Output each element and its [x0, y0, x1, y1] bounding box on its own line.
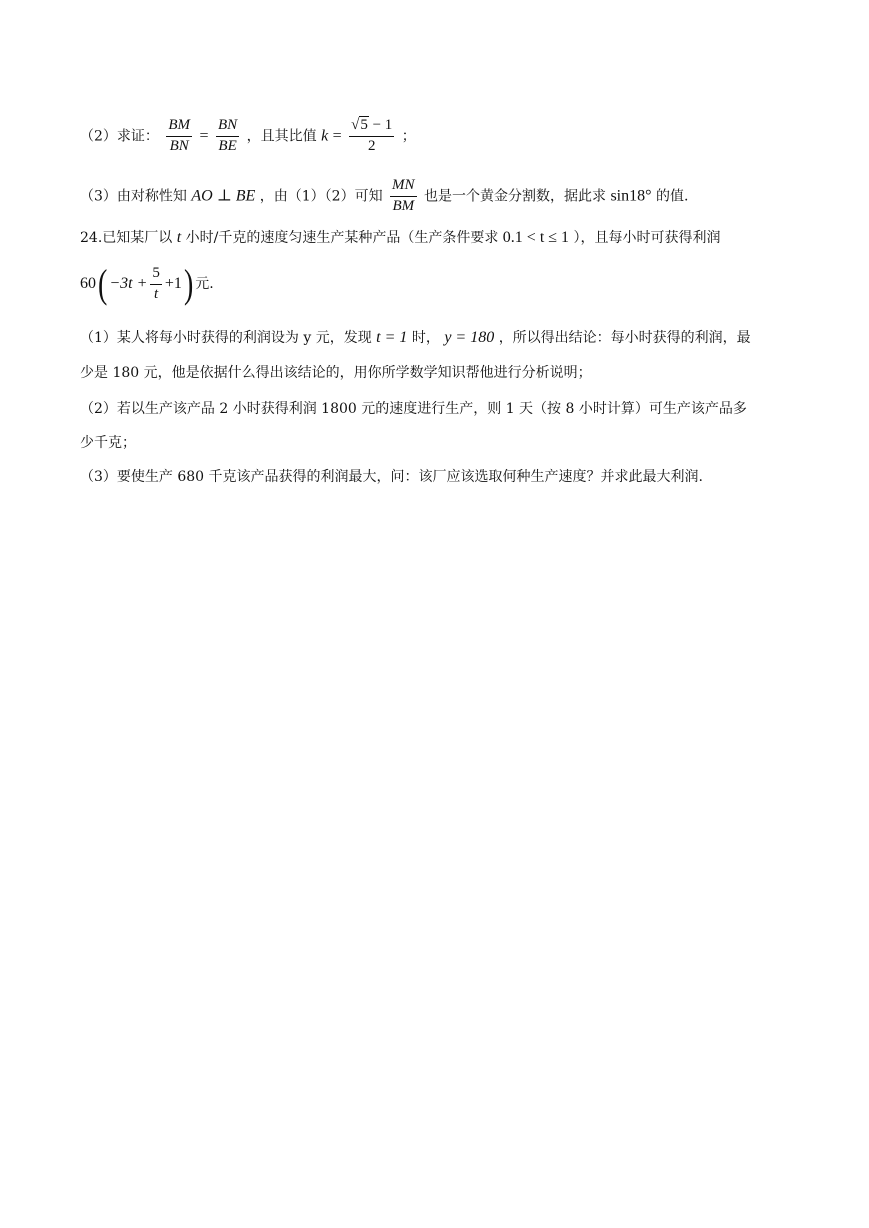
fraction-5-over-t: $\frac{5}{t}$ — [152, 264, 160, 302]
q23-part3-lead: （3）由对称性知 — [80, 188, 187, 205]
fraction-bn-be: $\frac{BN}{BE}$ — [217, 117, 238, 154]
q24-part2-line2: 少千克； — [80, 435, 136, 451]
k-variable: k — [321, 127, 329, 145]
fraction-bm-bn: $\frac{BM}{BN}$ — [168, 117, 191, 154]
sin18-expression: sin18° — [610, 187, 652, 205]
q24-part1-line2: 少是 180 元，他是依据什么得出该结论的，用你所学数学知识帮他进行分析说明； — [80, 365, 592, 381]
sqrt-symbol: √5 — [351, 117, 368, 133]
q24-part3-line: （3）要使生产 680 千克该产品获得的利润最大，问：该厂应该选取何种生产速度？并求此最大利润. — [80, 469, 703, 485]
q23-part2-lead: （2）求证： — [80, 128, 159, 145]
q24-part2-line1: （2）若以生产该产品 2 小时获得利润 1800 元的速度进行生产，则 1 天（按 8 小时计算）可生产该产品多 — [80, 401, 747, 417]
q23-part2-line: （2）求证： $\frac{BM}{BN}$ = $\frac{BN}{BE}$ ，且其比值 k = $\frac{√5 - 1}{2}$ ； — [80, 117, 416, 154]
q24-profit-formula: 60( −3t + $\frac{5}{t}$ +1) 元. — [80, 261, 214, 306]
right-paren: ) — [183, 261, 194, 306]
left-paren: ( — [97, 261, 108, 306]
production-condition: 0.1 < t ≤ 1 — [502, 229, 570, 246]
q23-part3-line: （3）由对称性知 AO ⊥ BE ，由（1）（2）可知 $\frac{MN}{BM}$ 也是一个黄金分割数，据此求 sin18° 的值. — [80, 177, 689, 214]
fraction-golden-ratio: $\frac{√5 - 1}{2}$ — [351, 117, 393, 154]
q23-part2-mid: ，且其比值 — [246, 128, 317, 145]
q24-part1-line1: （1）某人将每小时获得的利润设为 y 元，发现 t = 1 时， y = 180 ，所以得出结论：每小时获得的利润，最 — [80, 329, 751, 346]
q24-stem-line: 24.已知某厂以 t 小时/千克的速度匀速生产某种产品（生产条件要求 0.1 < t ≤ 1 ），且每小时可获得利润 — [80, 229, 721, 246]
fraction-mn-bm: $\frac{MN}{BM}$ — [392, 177, 415, 214]
